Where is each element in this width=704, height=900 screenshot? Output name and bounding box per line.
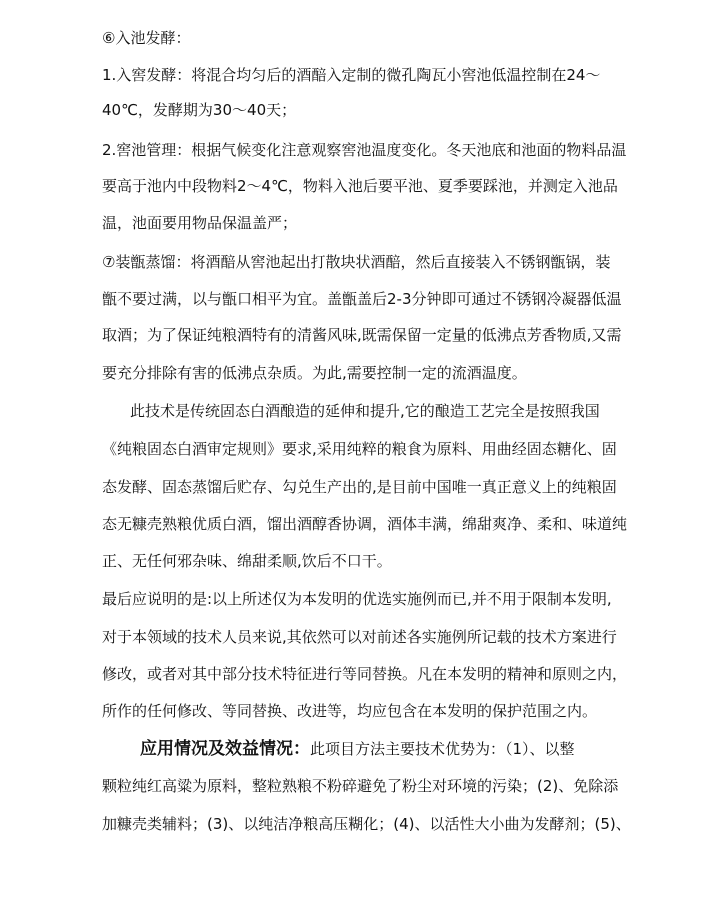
text-line: 《纯粮固态白酒审定规则》要求,采用纯粹的粮食为原料、用曲经固态糖化、固 xyxy=(102,440,617,458)
section-heading: 应用情况及效益情况： xyxy=(140,739,310,759)
text-line: 40℃，发酵期为30～40天； xyxy=(102,101,297,119)
text-line: 1.入窖发酵：将混合均匀后的酒醅入定制的微孔陶瓦小窖池低温控制在24～ xyxy=(102,66,601,84)
text-line: 取酒；为了保证纯粮酒特有的清酱风味,既需保留一定量的低沸点芳香物质,又需 xyxy=(102,326,622,344)
text-line: ⑥入池发酵： xyxy=(102,29,191,47)
text-line: 要充分排除有害的低沸点杂质。为此,需要控制一定的流酒温度。 xyxy=(102,364,527,382)
text-line: 此技术是传统固态白酒酿造的延伸和提升,它的酿造工艺完全是按照我国 xyxy=(130,402,600,420)
text-line: 甑不要过满，以与甑口相平为宜。盖甑盖后2-3分钟即可通过不锈钢冷凝器低温 xyxy=(102,290,622,308)
text-line: 正、无任何邪杂味、绵甜柔顺,饮后不口干。 xyxy=(102,552,392,570)
text-line: 温，池面要用物品保温盖严； xyxy=(102,214,298,232)
text-line: 态无糠壳熟粮优质白酒，馏出酒醇香协调，酒体丰满，绵甜爽净、柔和、味道纯 xyxy=(102,515,628,533)
text-line: 最后应说明的是:以上所述仅为本发明的优选实施例而已,并不用于限制本发明, xyxy=(102,590,612,608)
text-line: 2.窖池管理：根据气候变化注意观察窖池温度变化。冬天池底和池面的物料品温 xyxy=(102,141,627,159)
text-line: ⑦装甑蒸馏：将酒醅从窖池起出打散块状酒醅，然后直接装入不锈钢甑锅，装 xyxy=(102,253,611,271)
text-line: 此项目方法主要技术优势为：（1）、以整 xyxy=(310,740,575,758)
text-line: 态发酵、固态蒸馏后贮存、勾兑生产出的,是目前中国唯一真正意义上的纯粮固 xyxy=(102,478,617,496)
section-heading-line xyxy=(140,739,575,759)
text-line: 修改，或者对其中部分技术特征进行等同替换。凡在本发明的精神和原则之内， xyxy=(102,665,628,683)
text-line: 对于本领域的技术人员来说,其依然可以对前述各实施例所记载的技术方案进行 xyxy=(102,628,617,646)
text-line: 加糠壳类辅料；(3)、以纯洁净粮高压糊化；(4)、以活性大小曲为发酵剂；(5)、 xyxy=(102,815,631,833)
text-line: 所作的任何修改、等同替换、改进等，均应包含在本发明的保护范围之内。 xyxy=(102,702,598,720)
text-line: 要高于池内中段物料2～4℃，物料入池后要平池、夏季要踩池，并测定入池品 xyxy=(102,177,618,195)
text-line: 颗粒纯红高粱为原料，整粒熟粮不粉碎避免了粉尘对环境的污染；(2)、免除添 xyxy=(102,777,619,795)
